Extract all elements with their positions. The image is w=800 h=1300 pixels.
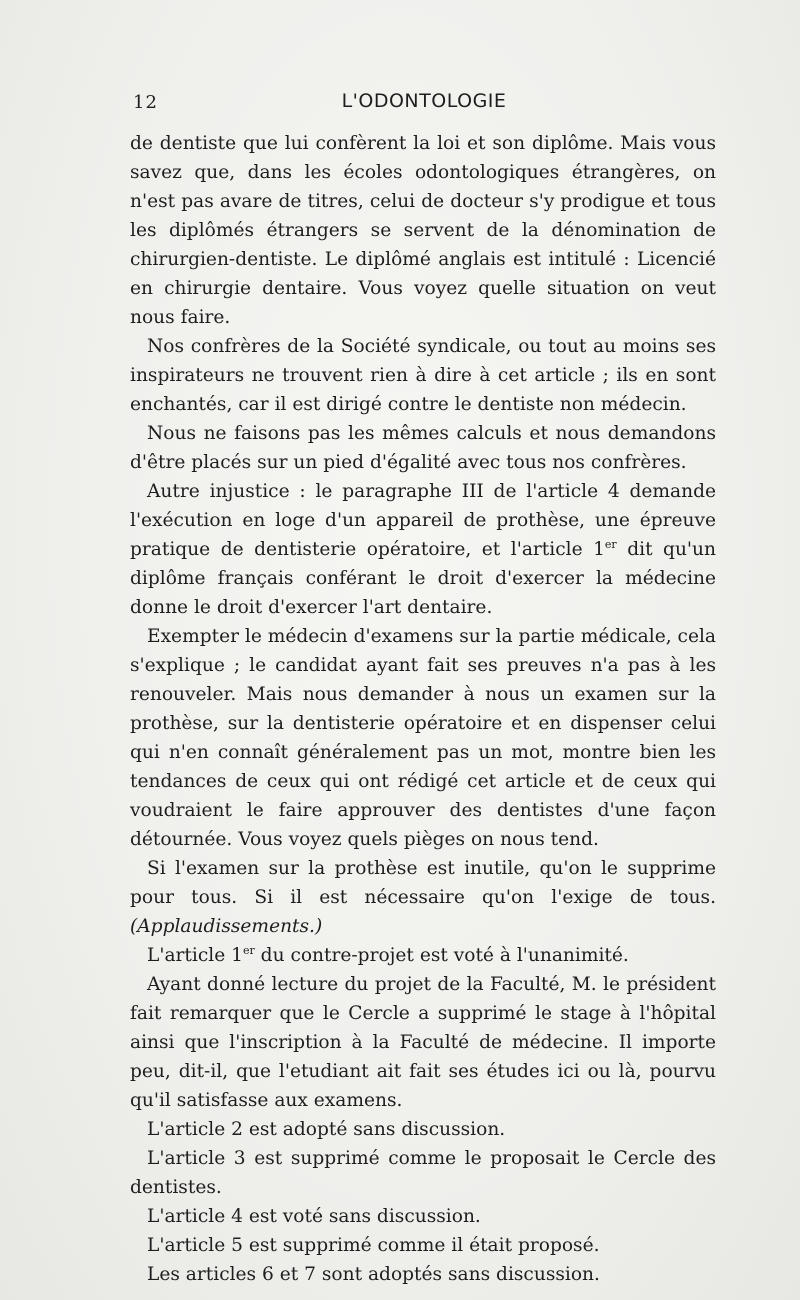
paragraph-text: L'article 1 xyxy=(147,945,243,966)
body-text xyxy=(130,129,716,1289)
paragraph: L'article 2 est adopté sans discussion. xyxy=(147,1119,506,1140)
paragraph: L'article 4 est voté sans discussion. xyxy=(147,1206,481,1227)
paragraph xyxy=(130,477,716,622)
paragraph: Ayant donné lecture du projet de la Faculté, M. le président fait remarquer que le Cercle a supprimé le stage à l'hôpital ainsi que l'inscription à la Faculté de médecine. Il importe peu, dit-il, que l'etudiant ait fait ses études ici ou là, pourvu qu'il satisfasse aux examens. xyxy=(130,974,716,1111)
paragraph-text: Autre injustice : le paragraphe III de l'article 4 demande l'exécution en loge d'un appareil de prothèse, une épreuve pratique de dentisterie opératoire, et l'article 1 xyxy=(130,481,716,560)
paragraph-text: du contre-projet est voté à l'unanimité. xyxy=(254,945,629,966)
paragraph-text: Si l'examen sur la prothèse est inutile, qu'on le supprime pour tous. Si il est nécessaire qu'on l'exige de tous. xyxy=(130,858,716,908)
running-title: L'ODONTOLOGIE xyxy=(341,90,507,112)
paragraph: L'article 5 est supprimé comme il était proposé. xyxy=(147,1235,600,1256)
page-number: 12 xyxy=(133,92,158,113)
paragraph: Nous ne faisons pas les mêmes calculs et nous demandons d'être placés sur un pied d'égalité avec tous nos confrères. xyxy=(130,423,716,473)
paragraph xyxy=(130,854,716,941)
paragraph: L'article 3 est supprimé comme le proposait le Cercle des dentistes. xyxy=(130,1148,716,1198)
paragraph: Nos confrères de la Société syndicale, ou tout au moins ses inspirateurs ne trouvent rien à dire à cet article ; ils en sont enchantés, car il est dirigé contre le dentiste non médecin. xyxy=(130,336,716,415)
paragraph: Les articles 6 et 7 sont adoptés sans discussion. xyxy=(147,1264,600,1285)
paragraph: de dentiste que lui confèrent la loi et son diplôme. Mais vous savez que, dans les écoles odontologiques étrangères, on n'est pas avare de titres, celui de docteur s'y prodigue et tous les diplômés étrangers se servent de la dénomination de chirurgien-dentiste. Le diplômé anglais est intitulé : Licencié en chirurgie dentaire. Vous voyez quelle situation on veut nous faire. xyxy=(130,133,716,328)
page-header xyxy=(133,88,715,116)
applause-note: (Applaudissements.) xyxy=(130,916,323,937)
paragraph: Exempter le médecin d'examens sur la partie médicale, cela s'explique ; le candidat ayant fait ses preuves n'a pas à les renouveler. Mais nous demander à nous un examen sur la prothèse, sur la dentisterie opératoire et en dispenser celui qui n'en connaît généralement pas un mot, montre bien les tendances de ceux qui ont rédigé cet article et de ceux qui voudraient le faire approuver des dentistes d'une façon détournée. Vous voyez quels pièges on nous tend. xyxy=(130,626,716,850)
superscript: er xyxy=(242,944,255,957)
paragraph xyxy=(130,941,716,970)
superscript: er xyxy=(604,538,617,551)
paragraph-text: dit qu'un diplôme français conférant le droit d'exercer la médecine donne le droit d'exercer l'art dentaire. xyxy=(130,539,716,618)
